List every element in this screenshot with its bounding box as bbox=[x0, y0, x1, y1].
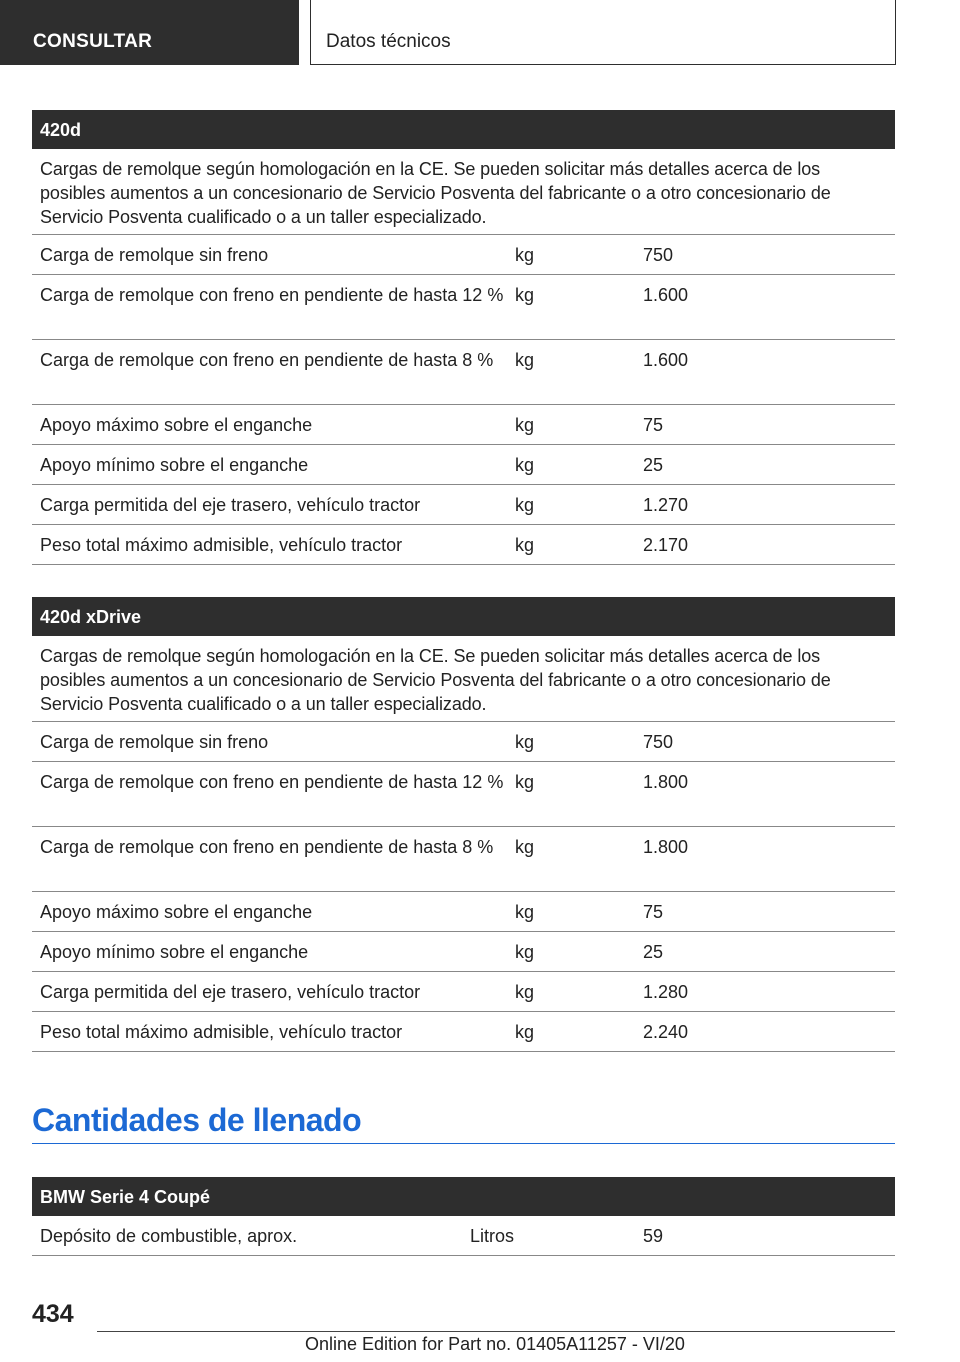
row-value: 25 bbox=[643, 942, 664, 962]
row-value: 75 bbox=[643, 902, 664, 922]
row-value: 1.600 bbox=[643, 350, 689, 370]
section-heading: Cantidades de llenado bbox=[32, 1098, 895, 1144]
table-description: Cargas de remolque según homologación en la CE. Se pueden solicitar más detalles acerca de los posibles aumentos a un concesionario de Servicio Posventa del fabricante o a otro concesionario de Servicio Posventa cualificado o a un taller especializado. bbox=[32, 149, 895, 235]
row-label: Carga permitida del eje trasero, vehículo tractor bbox=[40, 495, 421, 515]
row-unit: kg bbox=[515, 535, 535, 555]
row-label: Apoyo mínimo sobre el enganche bbox=[40, 942, 309, 962]
row-unit: kg bbox=[515, 982, 535, 1002]
table-row bbox=[32, 340, 895, 405]
row-unit: kg bbox=[515, 455, 535, 475]
table-title: BMW Serie 4 Coupé bbox=[32, 1177, 895, 1216]
table-description: Cargas de remolque según homologación en la CE. Se pueden solicitar más detalles acerca de los posibles aumentos a un concesionario de Servicio Posventa del fabricante o a otro concesionario de Servicio Posventa cualificado o a un taller especializado. bbox=[32, 636, 895, 722]
row-label: Apoyo máximo sobre el enganche bbox=[40, 415, 313, 435]
row-unit: kg bbox=[515, 245, 535, 265]
table-row bbox=[32, 485, 895, 525]
row-value: 1.270 bbox=[643, 495, 689, 515]
table-row bbox=[32, 235, 895, 275]
spec-table-420d-xdrive bbox=[32, 597, 895, 1052]
row-value: 1.600 bbox=[643, 285, 689, 305]
page-number: 434 bbox=[32, 1300, 74, 1328]
table-row bbox=[32, 827, 895, 892]
row-value: 750 bbox=[643, 245, 674, 265]
footer-divider bbox=[97, 1331, 895, 1332]
row-unit: Litros bbox=[470, 1226, 515, 1246]
row-label: Apoyo mínimo sobre el enganche bbox=[40, 455, 309, 475]
table-row bbox=[32, 722, 895, 762]
row-label: Depósito de combustible, aprox. bbox=[40, 1226, 298, 1246]
row-unit: kg bbox=[515, 732, 535, 752]
spec-table-420d bbox=[32, 110, 895, 565]
row-unit: kg bbox=[515, 350, 535, 370]
table-row bbox=[32, 1216, 895, 1256]
footer-edition: Online Edition for Part no. 01405A11257 - VI/20 bbox=[305, 1334, 685, 1354]
row-value: 2.240 bbox=[643, 1022, 689, 1042]
row-label: Apoyo máximo sobre el enganche bbox=[40, 902, 313, 922]
row-value: 75 bbox=[643, 415, 664, 435]
fill-quantities-table bbox=[32, 1177, 895, 1256]
table-row bbox=[32, 762, 895, 827]
row-label: Carga permitida del eje trasero, vehículo tractor bbox=[40, 982, 421, 1002]
row-unit: kg bbox=[515, 1022, 535, 1042]
table-row bbox=[32, 1012, 895, 1052]
row-value: 2.170 bbox=[643, 535, 689, 555]
row-label: Carga de remolque sin freno bbox=[40, 245, 269, 265]
table-title: 420d xDrive bbox=[32, 597, 895, 636]
table-row bbox=[32, 275, 895, 340]
row-value: 59 bbox=[643, 1226, 664, 1246]
table-row bbox=[32, 525, 895, 565]
row-label: Peso total máximo admisible, vehículo tractor bbox=[40, 1022, 403, 1042]
table-row bbox=[32, 892, 895, 932]
row-value: 1.280 bbox=[643, 982, 689, 1002]
row-unit: kg bbox=[515, 772, 535, 792]
row-unit: kg bbox=[515, 495, 535, 515]
row-value: 1.800 bbox=[643, 837, 689, 857]
row-unit: kg bbox=[515, 415, 535, 435]
row-label: Carga de remolque con freno en pendiente de hasta 8 % bbox=[40, 837, 494, 857]
row-unit: kg bbox=[515, 902, 535, 922]
table-title: 420d bbox=[32, 110, 895, 149]
chapter-title: Datos técnicos bbox=[310, 0, 896, 65]
table-row bbox=[32, 972, 895, 1012]
row-label: Carga de remolque con freno en pendiente de hasta 12 % bbox=[40, 772, 504, 792]
row-label: Carga de remolque con freno en pendiente de hasta 8 % bbox=[40, 350, 494, 370]
row-unit: kg bbox=[515, 285, 535, 305]
table-row bbox=[32, 405, 895, 445]
row-value: 1.800 bbox=[643, 772, 689, 792]
row-value: 750 bbox=[643, 732, 674, 752]
row-label: Carga de remolque con freno en pendiente de hasta 12 % bbox=[40, 285, 504, 305]
row-label: Peso total máximo admisible, vehículo tractor bbox=[40, 535, 403, 555]
table-row bbox=[32, 445, 895, 485]
row-label: Carga de remolque sin freno bbox=[40, 732, 269, 752]
table-row bbox=[32, 932, 895, 972]
section-tab-consultar[interactable]: CONSULTAR bbox=[0, 0, 299, 65]
row-unit: kg bbox=[515, 837, 535, 857]
row-unit: kg bbox=[515, 942, 535, 962]
row-value: 25 bbox=[643, 455, 664, 475]
